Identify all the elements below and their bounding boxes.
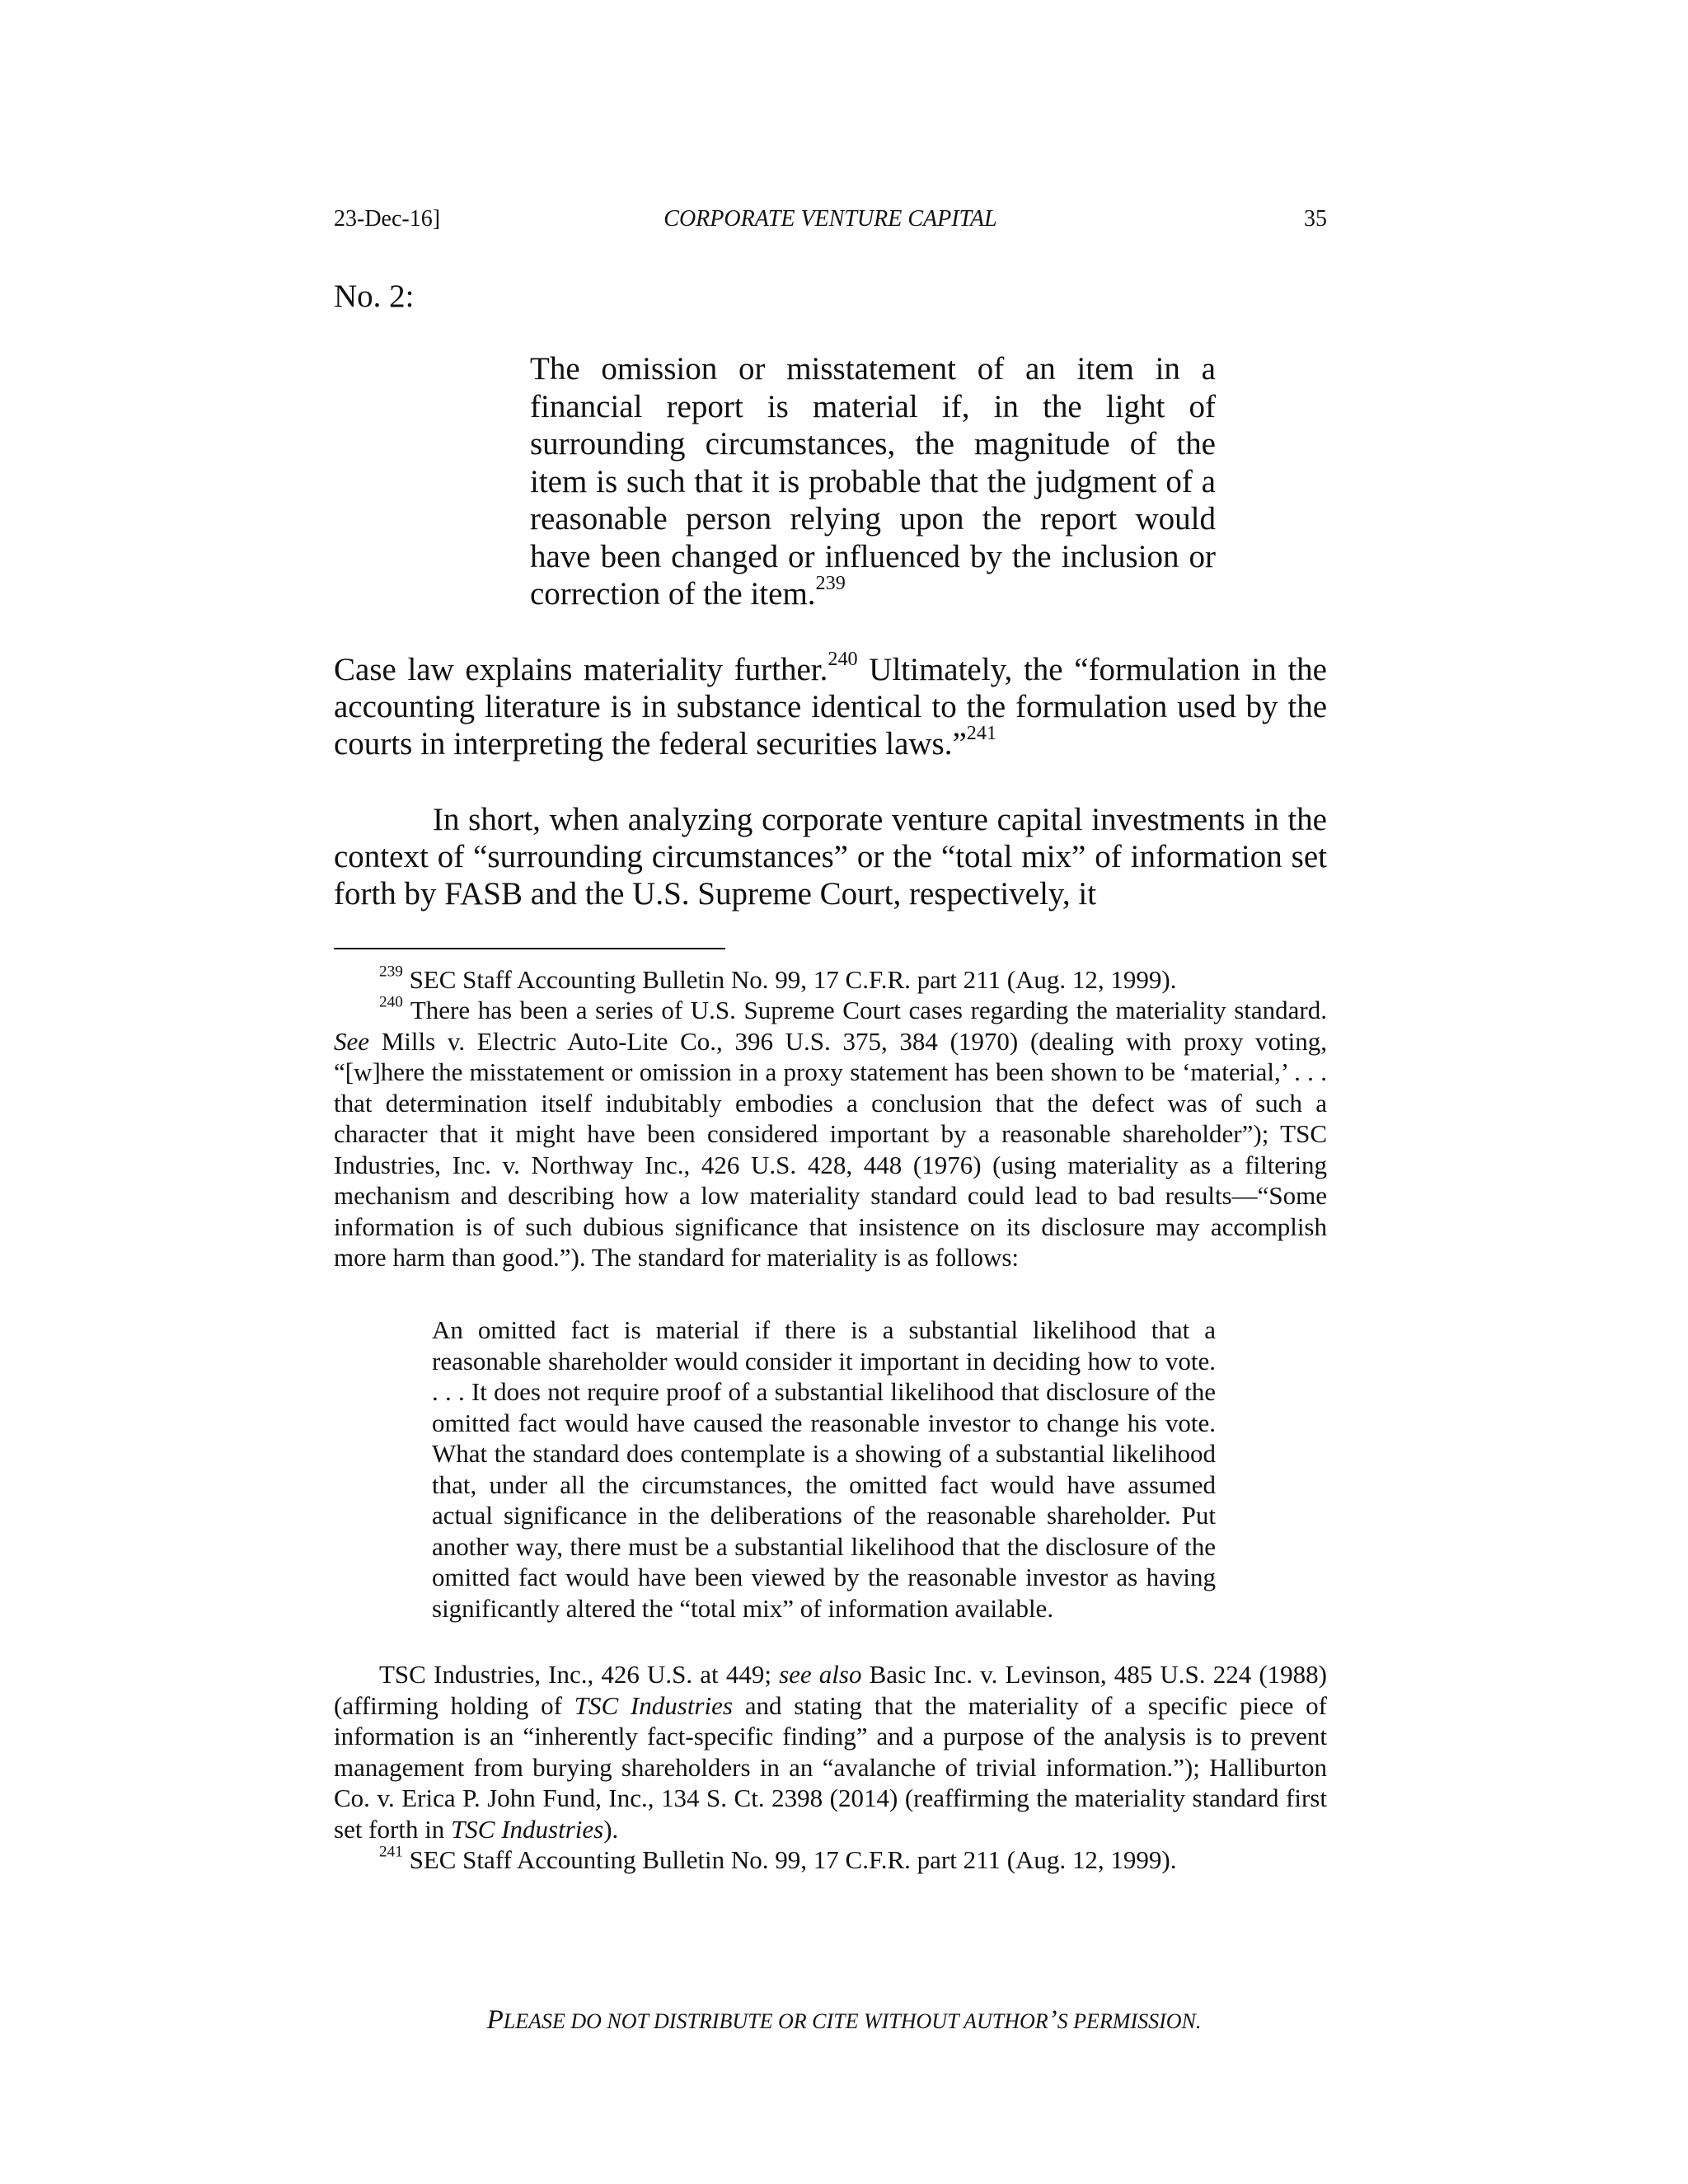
footnote-240-cont-b: Basic Inc. v. Levinson, 485 U.S. 224 (1988) (affirming holding of	[334, 1660, 1327, 1720]
footer-smallcaps-2: S PERMISSION.	[1057, 2009, 1202, 2033]
footnote-239	[334, 964, 1327, 996]
footer-smallcaps-1: LEASE DO NOT DISTRIBUTE OR CITE WITHOUT AUTHOR	[503, 2009, 1048, 2033]
footnote-ref-239: 239	[815, 571, 846, 594]
footnote-ref-240: 240	[828, 647, 858, 670]
footnote-240-see-also: see also	[779, 1660, 862, 1689]
footnote-240-cont-a: TSC Industries, Inc., 426 U.S. at 449;	[379, 1660, 780, 1689]
block-quote	[530, 350, 1216, 613]
footnote-number-241: 241	[379, 1843, 403, 1861]
footer-apostrophe: ’	[1048, 2005, 1057, 2035]
case-law-text-2: Ultimately, the “formulation in the accounting literature is in substance identical to the formulation used by the courts in interpreting the federal securities laws.”	[334, 652, 1327, 762]
block-quote-text: The omission or misstatement of an item in a financial report is material if, in the light of surrounding circumstances, the magnitude of the item is such that it is probable that the judgment of a reasonable person relying upon the report would have been changed or influenced by the inclusion or correction of the item.	[530, 351, 1216, 612]
running-header	[334, 206, 1327, 239]
footnote-240-continuation	[334, 1659, 1327, 1844]
footnote-240-see: See	[334, 1026, 370, 1056]
footnote-divider	[334, 948, 725, 949]
footnote-239-text: SEC Staff Accounting Bulletin No. 99, 17 C.F.R. part 211 (Aug. 12, 1999).	[402, 965, 1177, 994]
case-law-text-1: Case law explains materiality further.	[334, 652, 828, 687]
section-label: No. 2:	[334, 279, 415, 314]
page-footer-notice	[0, 2005, 1688, 2036]
footnote-240-text-a: There has been a series of U.S. Supreme Court cases regarding the materiality standard.	[402, 996, 1327, 1024]
footnote-240-cont-c: and stating that the materiality of a specific piece of information is an “inherently fact-specific finding” and a purpose of the analysis is to prevent management from burying shareholders in an “avalanche of trivial information.”); Halliburton Co. v. Erica P. John Fund, Inc., 134 S. Ct. 2398 (2014) (reaffirming the materiality standard first set forth in	[334, 1690, 1327, 1844]
footnote-ref-241: 241	[966, 721, 997, 744]
header-date: 23-Dec-16]	[334, 206, 441, 232]
footnote-240-text-b: Mills v. Electric Auto-Lite Co., 396 U.S. 375, 384 (1970) (dealing with proxy voting, “[w]here the misstatement or omission in a proxy statement has been shown to be ‘material,’ . . . that determination itself indubitably embodies a conclusion that the defect was of such a character that it might have been considered important by a reasonable shareholder”); TSC Industries, Inc. v. Northway Inc., 426 U.S. 428, 448 (1976) (using materiality as a filtering mechanism and describing how a low materiality standard could lead to bad results—“Some information is of such dubious significance that insistence on its disclosure may accomplish more harm than good.”). The standard for materiality is as follows:	[334, 1026, 1327, 1272]
footnote-241	[334, 1844, 1327, 1876]
footnote-number-239: 239	[379, 963, 403, 981]
paragraph-in-short: In short, when analyzing corporate venture capital investments in the context of “surrounding circumstances” or the “total mix” of information set forth by FASB and the U.S. Supreme Court, respectively, it	[334, 802, 1327, 912]
footnote-240-block-quote: An omitted fact is material if there is a substantial likelihood that a reasonable shareholder would consider it important in deciding how to vote. . . . It does not require proof of a substantial likelihood that disclosure of the omitted fact would have caused the reasonable investor to change his vote. What the standard does contemplate is a showing of a substantial likelihood that, under all the circumstances, the omitted fact would have assumed actual significance in the deliberations of the reasonable shareholder. Put another way, there must be a substantial likelihood that the disclosure of the omitted fact would have been viewed by the reasonable investor as having significantly altered the “total mix” of information available.	[432, 1315, 1216, 1623]
page-number: 35	[1304, 206, 1327, 232]
footnote-241-text: SEC Staff Accounting Bulletin No. 99, 17 C.F.R. part 211 (Aug. 12, 1999).	[402, 1845, 1177, 1874]
footnote-240-tsc-italic-2: TSC Industries	[451, 1814, 604, 1844]
footnote-240-cont-d: ).	[603, 1814, 619, 1844]
footnote-number-240: 240	[379, 993, 403, 1011]
header-title: CORPORATE VENTURE CAPITAL	[663, 206, 997, 232]
footer-initial: P	[486, 2005, 504, 2035]
footnote-240	[334, 995, 1327, 1273]
paragraph-case-law	[334, 647, 1327, 762]
footnote-240-tsc-italic: TSC Industries	[574, 1690, 733, 1720]
